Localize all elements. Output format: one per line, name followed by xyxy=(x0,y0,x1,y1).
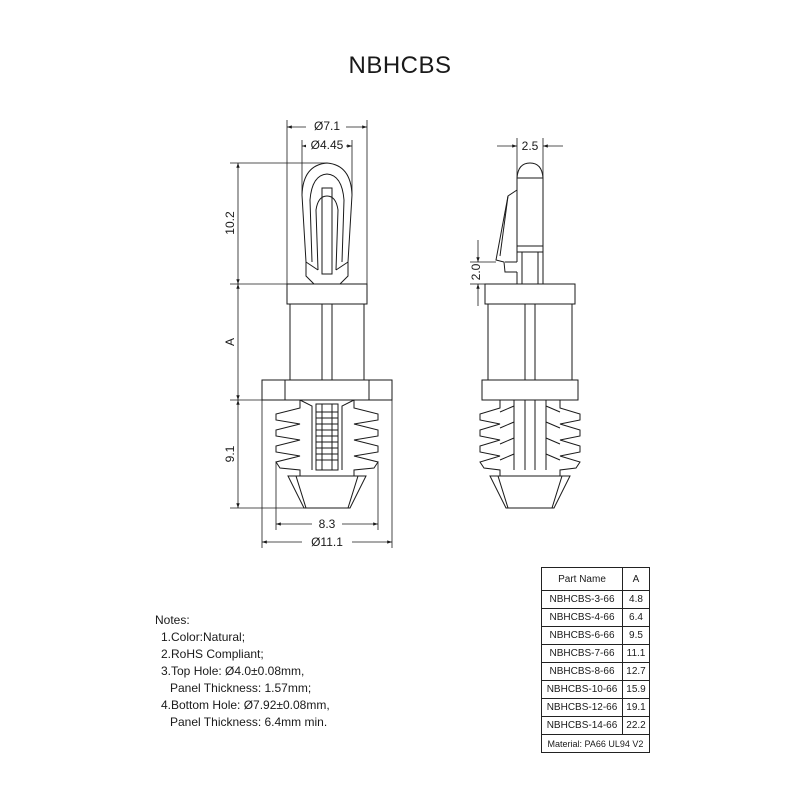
part-name-cell: NBHCBS-3-66 xyxy=(542,591,623,609)
note-item: Panel Thickness: 6.4mm min. xyxy=(170,715,328,729)
side-dimension-labels xyxy=(469,139,539,280)
notes-block xyxy=(155,612,330,731)
front-view xyxy=(262,163,392,508)
part-name-cell: NBHCBS-6-66 xyxy=(542,627,623,645)
table-row xyxy=(542,609,650,627)
dim-bottom-outer: Ø11.1 xyxy=(311,535,343,549)
dim-bottom-height: 9.1 xyxy=(223,445,237,463)
note-item: 4.Bottom Hole: Ø7.92±0.08mm, xyxy=(161,698,330,712)
dim-side-step: 2.0 xyxy=(469,263,483,281)
dim-mid-height: A xyxy=(223,337,237,347)
a-value-cell: 12.7 xyxy=(623,663,650,681)
table-row xyxy=(542,699,650,717)
notes-heading: Notes: xyxy=(155,613,190,627)
table-row xyxy=(542,663,650,681)
part-name-cell: NBHCBS-14-66 xyxy=(542,717,623,735)
dim-side-width: 2.5 xyxy=(521,139,539,153)
part-name-cell: NBHCBS-4-66 xyxy=(542,609,623,627)
dim-bottom-inner: 8.3 xyxy=(318,517,336,531)
note-item: 1.Color:Natural; xyxy=(161,630,246,644)
table-row xyxy=(542,627,650,645)
note-item: Panel Thickness: 1.57mm; xyxy=(170,681,312,695)
part-name-cell: NBHCBS-12-66 xyxy=(542,699,623,717)
front-dimensions xyxy=(230,120,392,548)
side-view xyxy=(480,163,580,508)
dim-top-inner: Ø4.45 xyxy=(310,138,344,152)
col-header-a: A xyxy=(623,568,650,591)
dim-top-height: 10.2 xyxy=(223,211,237,235)
table-header-row xyxy=(542,568,650,591)
a-value-cell: 9.5 xyxy=(623,627,650,645)
table-row xyxy=(542,591,650,609)
a-value-cell: 11.1 xyxy=(623,645,650,663)
part-name-cell: NBHCBS-8-66 xyxy=(542,663,623,681)
part-name-cell: NBHCBS-10-66 xyxy=(542,681,623,699)
part-table xyxy=(541,567,650,753)
col-header-part-name: Part Name xyxy=(542,568,623,591)
dim-top-outer: Ø7.1 xyxy=(313,119,341,133)
material-row xyxy=(542,735,650,753)
center-rib-lines xyxy=(316,412,338,460)
drawing-title: NBHCBS xyxy=(348,52,452,79)
a-value-cell: 19.1 xyxy=(623,699,650,717)
part-name-cell: NBHCBS-7-66 xyxy=(542,645,623,663)
front-dimension-labels xyxy=(223,118,352,549)
table-row xyxy=(542,681,650,699)
note-item: 3.Top Hole: Ø4.0±0.08mm, xyxy=(161,664,305,678)
table-row xyxy=(542,717,650,735)
a-value-cell: 4.8 xyxy=(623,591,650,609)
a-value-cell: 22.2 xyxy=(623,717,650,735)
a-value-cell: 6.4 xyxy=(623,609,650,627)
a-value-cell: 15.9 xyxy=(623,681,650,699)
note-item: 2.RoHS Compliant; xyxy=(161,647,264,661)
material-cell: Material: PA66 UL94 V2 xyxy=(542,735,650,753)
table-row xyxy=(542,645,650,663)
